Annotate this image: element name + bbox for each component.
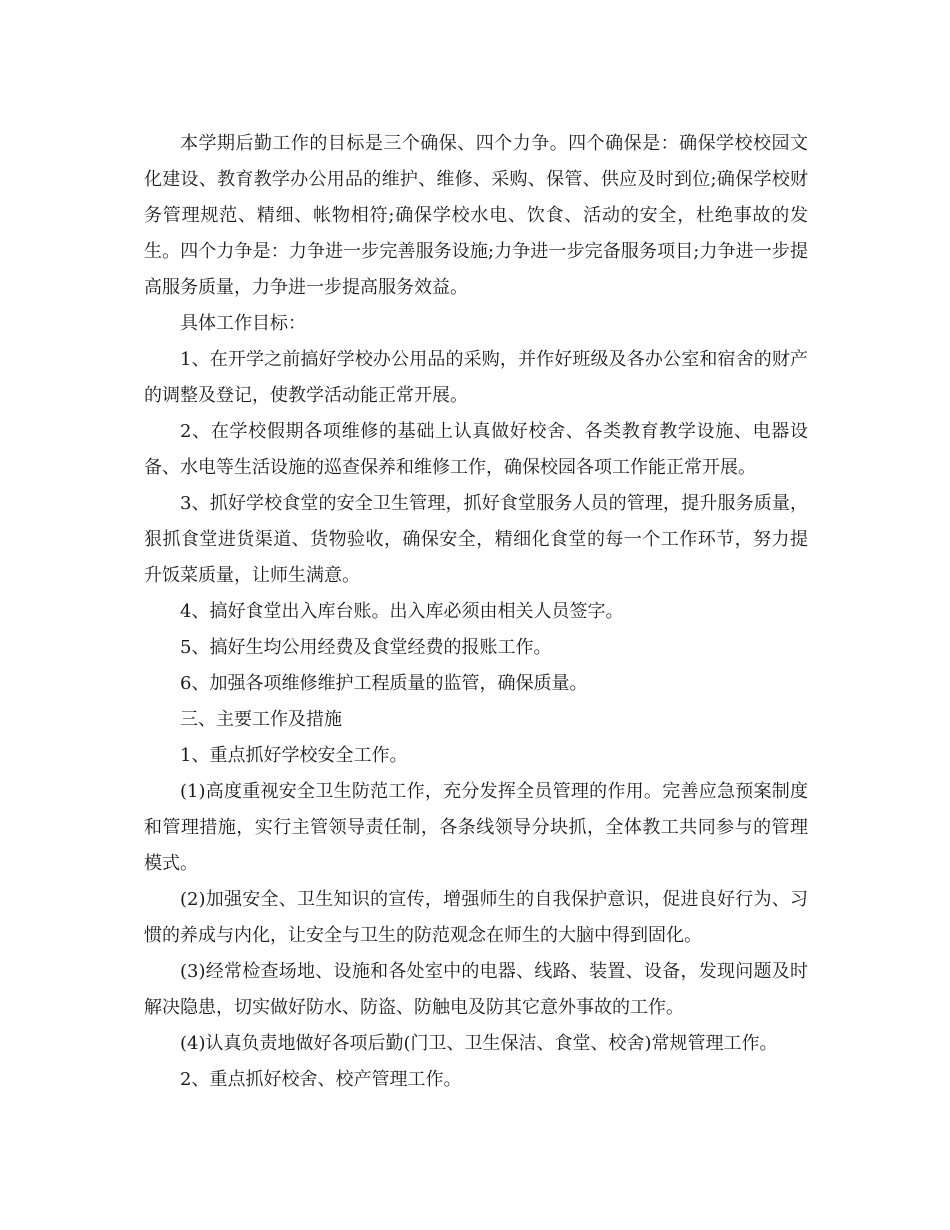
- paragraph-safety-item-1: (1)高度重视安全卫生防范工作，充分发挥全员管理的作用。完善应急预案制度和管理措施，实行主管领导责任制，各条线领导分块抓，全体教工共同参与的管理模式。: [144, 781, 808, 874]
- paragraph-goal-3: 3、抓好学校食堂的安全卫生管理，抓好食堂服务人员的管理，提升服务质量，狠抓食堂进货渠道、货物验收，确保安全，精细化食堂的每一个工作环节，努力提升饭菜质量，让师生满意。: [144, 493, 808, 586]
- paragraph-goals-intro: 本学期后勤工作的目标是三个确保、四个力争。四个确保是：确保学校校园文化建设、教育教学办公用品的维护、维修、采购、保管、供应及时到位;确保学校财务管理规范、精细、帐物相符;确保学校水电、饮食、活动的安全，杜绝事故的发生。四个力争是：力争进一步完善服务设施;力争进一步完备服务项目;力争进一步提高服务质量，力争进一步提高服务效益。: [144, 133, 808, 298]
- paragraph-goal-1: 1、在开学之前搞好学校办公用品的采购，并作好班级及各办公室和宿舍的财产的调整及登记，使教学活动能正常开展。: [144, 349, 808, 406]
- paragraph-safety-item-3: (3)经常检查场地、设施和各处室中的电器、线路、装置、设备，发现问题及时解决隐患，切实做好防水、防盗、防触电及防其它意外事故的工作。: [144, 961, 808, 1018]
- paragraph-goal-6: 6、加强各项维修维护工程质量的监管，确保质量。: [180, 673, 588, 694]
- section-heading-main-work: 三、主要工作及措施: [180, 709, 342, 730]
- paragraph-specific-goals-heading: 具体工作目标：: [180, 313, 306, 334]
- paragraph-campus-property-heading: 2、重点抓好校舍、校产管理工作。: [180, 1069, 462, 1090]
- paragraph-goal-5: 5、搞好生均公用经费及食堂经费的报账工作。: [180, 637, 552, 658]
- paragraph-safety-item-2: (2)加强安全、卫生知识的宣传，增强师生的自我保护意识，促进良好行为、习惯的养成与内化，让安全与卫生的防范观念在师生的大脑中得到固化。: [144, 889, 808, 946]
- paragraph-goal-4: 4、搞好食堂出入库台账。出入库必须由相关人员签字。: [180, 601, 624, 622]
- paragraph-safety-work-heading: 1、重点抓好学校安全工作。: [180, 745, 408, 766]
- paragraph-safety-item-4: (4)认真负责地做好各项后勤(门卫、卫生保洁、食堂、校舍)常规管理工作。: [180, 1033, 778, 1054]
- paragraph-goal-2: 2、在学校假期各项维修的基础上认真做好校舍、各类教育教学设施、电器设备、水电等生活设施的巡查保养和维修工作，确保校园各项工作能正常开展。: [144, 421, 808, 478]
- document-body: [144, 126, 808, 1098]
